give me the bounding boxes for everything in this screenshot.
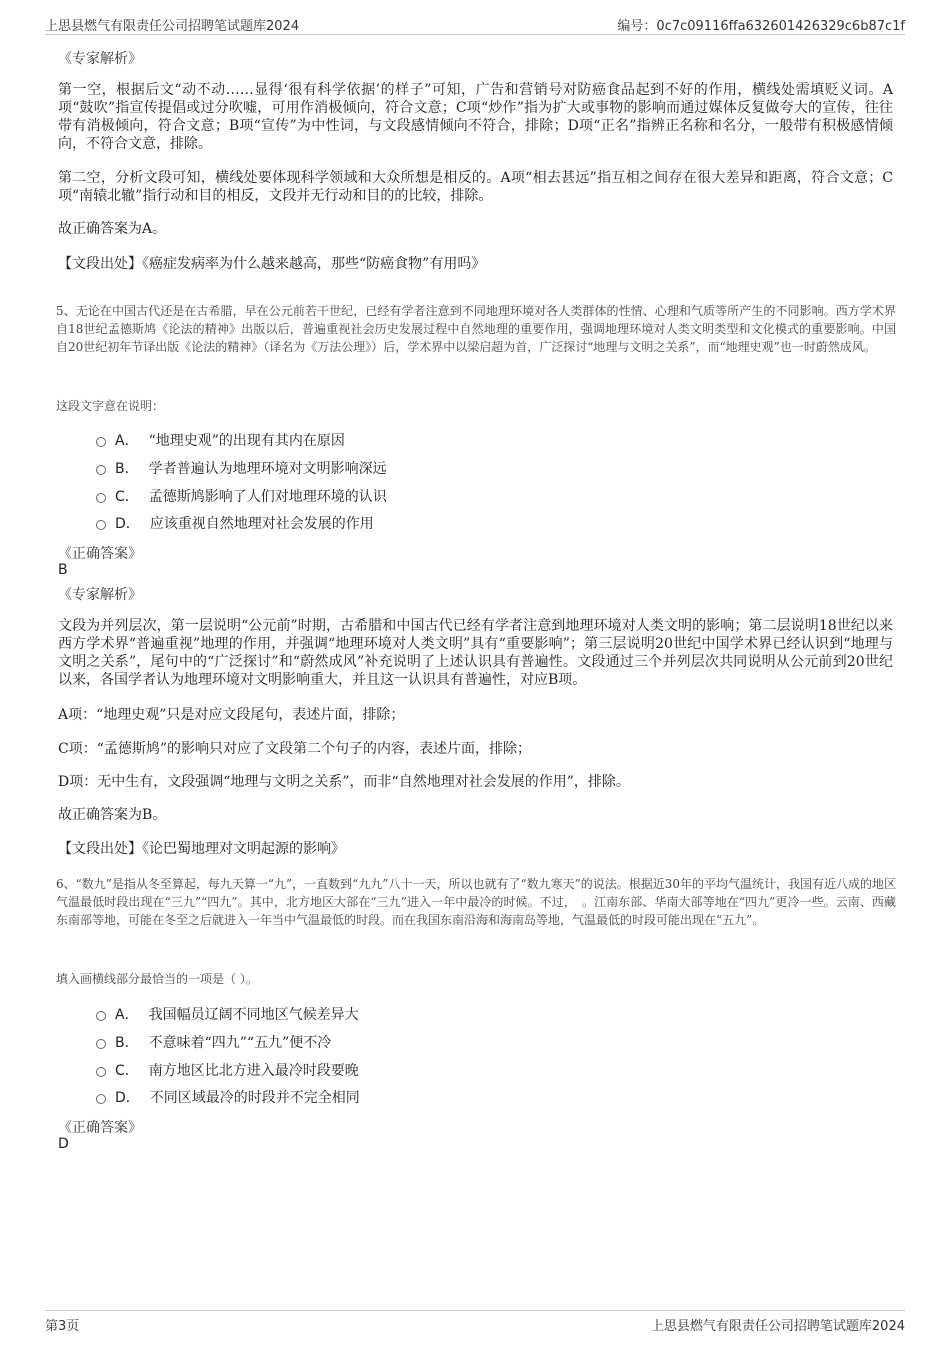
option-text: 不意味着“四九”“五九”便不冷	[148, 1035, 332, 1051]
q6-option-d[interactable]	[96, 1087, 360, 1107]
radio-icon[interactable]	[96, 1039, 106, 1049]
analysis-paragraph: 第二空，分析文段可知，横线处要体现科学领域和大众所想是相反的。A项“相去甚远”指互相之间存在很大差异和距离，符合文意；C项“南辕北辙”指行动和目的相反，文段并无行动和目的的比较，排除。	[58, 170, 893, 204]
source-citation: 【文段出处】《论巴蜀地理对文明起源的影响》	[58, 841, 345, 857]
correct-answer-label: 《正确答案》	[58, 1120, 142, 1136]
analysis-paragraph: C项：“孟德斯鸠”的影响只对应了文段第二个句子的内容，表述片面，排除；	[58, 741, 532, 757]
question-6-prompt: 填入画横线部分最恰当的一项是（ ）。	[56, 972, 258, 986]
header-title: 上思县燃气有限责任公司招聘笔试题库2024	[45, 19, 300, 34]
option-letter: C．	[115, 489, 139, 505]
q5-option-b[interactable]	[96, 458, 387, 478]
correct-answer: B	[58, 562, 68, 578]
option-text: 学者普遍认为地理环境对文明影响深远	[148, 461, 387, 477]
question-5-text: 5、无论在中国古代还是在古希腊，早在公元前若干世纪，已经有学者注意到不同地理环境对各人类群体的性情、心理和气质等所产生的不同影响。西方学术界自18世纪孟德斯鸠《论法的精神》出版以后，普遍重视社会历史发展过程中自然地理的重要作用，强调地理环境对人类文明类型和文化模式的重要影响。中国自20世纪初年节译出版《论法的精神》（译名为《万法公理》）后，学术界中以梁启超为首，广泛探讨“地理与文明之关系”，而“地理史观”也一时蔚然成风。	[56, 304, 896, 354]
analysis-conclusion: 故正确答案为B。	[58, 807, 167, 823]
option-letter: D．	[115, 516, 140, 532]
analysis-paragraph: 第一空，根据后文“动不动……显得‘很有科学依据’的样子”可知，广告和营销号对防癌食品起到不好的作用，横线处需填贬义词。A项“鼓吹”指宣传提倡或过分吹嘘，可用作消极倾向，符合文意；C项“炒作”指为扩大或事物的影响而通过媒体反复做夸大的宣传，往往带有消极倾向，符合文意；B项“宣传”为中性词，与文段感情倾向不符合，排除；D项“正名”指辨正名称和名分，一般带有积极感情倾向，不符合文意，排除。	[58, 82, 893, 152]
analysis-paragraph: 文段为并列层次，第一层说明“公元前”时期，古希腊和中国古代已经有学者注意到地理环境对人类文明的影响；第二层说明18世纪以来西方学术界“普遍重视”地理的作用，并强调“地理环境对人类文明”具有“重要影响”；第三层说明20世纪中国学术界已经认识到“地理与文明之关系”，尾句中的“广泛探讨”和“蔚然成风”补充说明了上述认识具有普遍性。文段通过三个并列层次共同说明从公元前到20世纪以来，各国学者认为地理环境对文明影响重大，并且这一认识具有普遍性，对应B项。	[58, 618, 893, 688]
q6-option-a[interactable]	[96, 1004, 359, 1024]
q5-option-c[interactable]	[96, 486, 387, 506]
page-number: 第3页	[45, 1319, 80, 1334]
page-footer	[45, 1310, 905, 1333]
option-text: 应该重视自然地理对社会发展的作用	[149, 516, 374, 532]
radio-icon[interactable]	[96, 437, 106, 447]
correct-answer: D	[58, 1136, 69, 1152]
analysis-paragraph: A项：“地理史观”只是对应文段尾句，表述片面，排除；	[58, 707, 405, 723]
analysis-conclusion: 故正确答案为A。	[58, 221, 167, 237]
q5-option-d[interactable]	[96, 513, 374, 533]
correct-answer-label: 《正确答案》	[58, 546, 142, 562]
expert-analysis-label: 《专家解析》	[58, 51, 142, 67]
option-text: “地理史观”的出现有其内在原因	[148, 433, 345, 449]
radio-icon[interactable]	[96, 520, 106, 530]
option-letter: A．	[115, 433, 139, 449]
q5-option-a[interactable]	[96, 430, 345, 450]
document-code: 编号：0c7c09116ffa632601426329c6b87c1f	[617, 19, 905, 34]
option-letter: D．	[115, 1090, 140, 1106]
radio-icon[interactable]	[96, 1094, 106, 1104]
radio-icon[interactable]	[96, 465, 106, 475]
option-text: 孟德斯鸠影响了人们对地理环境的认识	[148, 489, 387, 505]
question-5-prompt: 这段文字意在说明：	[56, 399, 165, 413]
option-letter: B．	[115, 461, 139, 477]
page-header	[45, 12, 905, 35]
option-letter: C．	[115, 1063, 139, 1079]
option-letter: A．	[115, 1007, 139, 1023]
radio-icon[interactable]	[96, 1067, 106, 1077]
q6-option-c[interactable]	[96, 1060, 359, 1080]
radio-icon[interactable]	[96, 493, 106, 503]
analysis-paragraph: D项：无中生有，文段强调“地理与文明之关系”，而非“自然地理对社会发展的作用”，排除。	[58, 774, 630, 790]
q6-option-b[interactable]	[96, 1032, 331, 1052]
option-text: 我国幅员辽阔不同地区气候差异大	[148, 1007, 359, 1023]
radio-icon[interactable]	[96, 1011, 106, 1021]
question-6-text: 6、“数九”是指从冬至算起，每九天算一“九”，一直数到“九九”八十一天，所以也就有了“数九寒天”的说法。根据近30年的平均气温统计，我国有近八成的地区气温最低时段出现在“三九”“四九”。其中，北方地区大部在“三九”进入一年中最冷的时候。不过， 。江南东部、华南大部等地在“四九”更冷一些。云南、西藏东南部等地，可能在冬至之后就进入一年当中气温最低的时段。而在我国东南沿海和海南岛等地，气温最低的时段可能出现在“五九”。	[56, 877, 896, 927]
footer-title: 上思县燃气有限责任公司招聘笔试题库2024	[650, 1319, 905, 1334]
expert-analysis-label: 《专家解析》	[58, 587, 142, 603]
option-letter: B．	[115, 1035, 139, 1051]
option-text: 不同区域最冷的时段并不完全相同	[149, 1090, 360, 1106]
option-text: 南方地区比北方进入最冷时段要晚	[148, 1063, 359, 1079]
source-citation: 【文段出处】《癌症发病率为什么越来越高，那些“防癌食物”有用吗》	[58, 256, 486, 272]
